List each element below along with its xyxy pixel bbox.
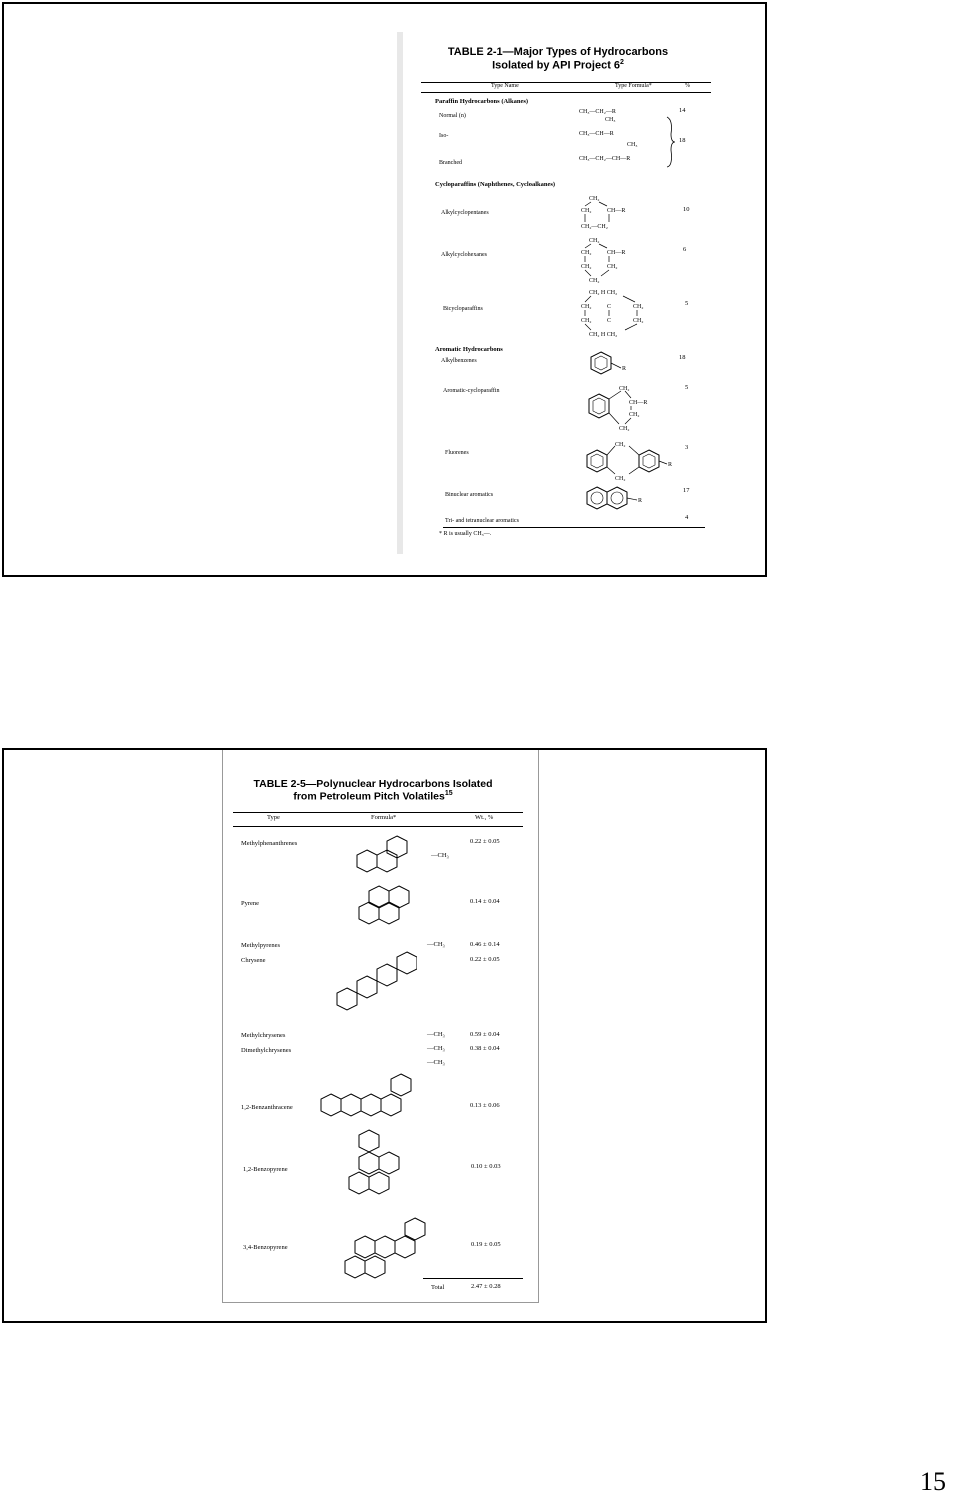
col-wt: Wt., % xyxy=(475,814,494,821)
table-2-5-title-line2: from Petroleum Pitch Volatiles xyxy=(293,790,445,803)
pct-normal: 14 xyxy=(679,107,686,114)
ch3-dimethylchrysenes-2: —CH₃ xyxy=(427,1059,445,1066)
svg-text:CH—R: CH—R xyxy=(607,250,626,256)
svg-text:CH₂: CH₂ xyxy=(619,426,630,432)
benzopyrene-12-structure-icon xyxy=(345,1128,429,1204)
pct-binuclear: 17 xyxy=(683,487,690,494)
svg-text:CH₂ H CH₂: CH₂ H CH₂ xyxy=(589,290,618,296)
row-binuclear: Binuclear aromatics xyxy=(445,492,494,498)
svg-text:C: C xyxy=(607,304,612,310)
svg-text:C: C xyxy=(607,318,612,324)
pct-iso-branched: 18 xyxy=(679,137,686,144)
table-2-1-title-line1: TABLE 2-1—Major Types of Hydrocarbons xyxy=(447,46,669,58)
section-cycloparaffins: Cycloparaffins (Naphthenes, Cycloalkanes) xyxy=(435,181,556,188)
scanned-table-2-1 xyxy=(397,32,733,554)
cyclohexane-structure-icon xyxy=(579,234,649,286)
table-2-1-title-ref: 2 xyxy=(620,58,624,66)
svg-text:CH—R: CH—R xyxy=(607,208,626,214)
table-2-5-title-line1: TABLE 2-5—Polynuclear Hydrocarbons Isolated xyxy=(253,778,493,790)
chrysene-structure-icon xyxy=(333,948,417,1026)
section-paraffin: Paraffin Hydrocarbons (Alkanes) xyxy=(435,98,529,105)
col-percent: % xyxy=(685,83,690,89)
wt-methylphenanthrenes: 0.22 ± 0.05 xyxy=(470,838,500,845)
ch3-dimethylchrysenes-1: —CH₃ xyxy=(427,1045,445,1052)
total-rule xyxy=(423,1278,523,1279)
formula-branched: CH₃—CH₂—CH—R xyxy=(579,156,631,162)
row-bicycloparaffins: Bicycloparaffins xyxy=(443,306,483,312)
table-2-1-title-line2: Isolated by API Project 6 xyxy=(492,59,621,72)
svg-text:CH₂: CH₂ xyxy=(615,476,626,482)
pct-cyclopentanes: 10 xyxy=(683,206,690,213)
wt-benzopyrene-12: 0.10 ± 0.03 xyxy=(471,1163,501,1170)
row-dimethylchrysenes: Dimethylchrysenes xyxy=(241,1047,292,1054)
svg-text:CH₂: CH₂ xyxy=(581,250,592,256)
row-total: Total xyxy=(431,1284,445,1291)
col-type-name: Type Name xyxy=(491,83,519,89)
bicycloparaffin-structure-icon xyxy=(579,286,669,342)
svg-text:R: R xyxy=(622,366,627,372)
row-methylchrysenes: Methylchrysenes xyxy=(241,1032,286,1039)
wt-pyrene: 0.14 ± 0.04 xyxy=(470,898,500,905)
pct-aromatic-cyclo: 5 xyxy=(685,384,689,391)
footnote: * R is usually CH₃—. xyxy=(439,531,492,537)
svg-text:CH₂: CH₂ xyxy=(581,304,592,310)
svg-text:CH₂: CH₂ xyxy=(589,196,600,202)
wt-benzopyrene-34: 0.19 ± 0.05 xyxy=(471,1241,501,1248)
svg-text:R: R xyxy=(638,498,643,504)
row-pyrene: Pyrene xyxy=(241,900,260,907)
header-rule-bottom xyxy=(421,92,711,93)
scanned-table-2-5 xyxy=(222,750,539,1303)
svg-text:CH₂: CH₂ xyxy=(589,278,600,284)
table-2-1-title xyxy=(403,46,713,72)
col-type: Type xyxy=(267,814,280,821)
benzene-ring-icon xyxy=(589,350,639,380)
benzanthracene-structure-icon xyxy=(319,1068,439,1128)
wt-dimethylchrysenes: 0.38 ± 0.04 xyxy=(470,1045,500,1052)
row-fluorenes: Fluorenes xyxy=(445,450,469,456)
svg-text:CH₂—CH₂: CH₂—CH₂ xyxy=(581,224,608,230)
wt-methylchrysenes: 0.59 ± 0.04 xyxy=(470,1031,500,1038)
fluorene-structure-icon xyxy=(585,436,685,482)
wt-total: 2.47 ± 0.28 xyxy=(471,1283,501,1290)
pct-trinuclear: 4 xyxy=(685,514,689,521)
svg-text:CH₂: CH₂ xyxy=(629,412,640,418)
formula-iso-sub: CH₃ xyxy=(627,142,638,148)
row-iso: Iso- xyxy=(439,133,449,139)
col-formula: Formula* xyxy=(371,814,397,821)
row-alkylcyclohexanes: Alkylcyclohexanes xyxy=(441,252,487,258)
row-chrysene: Chrysene xyxy=(241,957,266,964)
svg-text:CH₂: CH₂ xyxy=(581,318,592,324)
row-branched: Branched xyxy=(439,160,462,166)
benzopyrene-34-structure-icon xyxy=(341,1216,431,1292)
svg-text:CH₂: CH₂ xyxy=(581,264,592,270)
pyrene-structure-icon xyxy=(355,882,425,934)
wt-methylpyrenes: 0.46 ± 0.14 xyxy=(470,941,500,948)
row-methylpyrenes: Methylpyrenes xyxy=(241,942,280,949)
pct-cyclohexanes: 6 xyxy=(683,246,687,253)
pct-fluorenes: 3 xyxy=(685,444,689,451)
svg-text:CH₂ H CH₂: CH₂ H CH₂ xyxy=(589,332,618,338)
svg-text:CH—R: CH—R xyxy=(629,400,648,406)
pct-alkylbenzenes: 18 xyxy=(679,354,686,361)
brace-icon xyxy=(665,116,677,168)
slide-table-2-1 xyxy=(2,2,767,577)
cyclopentane-structure-icon xyxy=(579,192,649,234)
row-alkylbenzenes: Alkylbenzenes xyxy=(441,358,477,364)
formula-normal: CH₃—CH₂—R xyxy=(579,109,616,115)
svg-text:CH₂: CH₂ xyxy=(581,208,592,214)
svg-text:CH₂: CH₂ xyxy=(619,386,630,392)
section-aromatic: Aromatic Hydrocarbons xyxy=(435,346,503,353)
svg-text:R: R xyxy=(668,462,673,468)
phenanthrene-structure-icon xyxy=(355,832,435,882)
formula-normal-sub: CH₃ xyxy=(605,117,616,123)
header-rule-top xyxy=(421,82,711,83)
pct-bicyclo: 5 xyxy=(685,300,689,307)
table-2-5-title xyxy=(223,778,523,803)
table-bottom-rule xyxy=(443,527,705,528)
svg-text:CH₂: CH₂ xyxy=(589,238,600,244)
table-2-5-title-ref: 15 xyxy=(444,790,453,798)
ch3-methylpyrenes: —CH₃ xyxy=(427,941,445,948)
header-rule-bottom xyxy=(233,826,523,827)
wt-chrysene: 0.22 ± 0.05 xyxy=(470,956,500,963)
svg-text:CH₂: CH₂ xyxy=(615,442,626,448)
row-methylphenanthrenes: Methylphenanthrenes xyxy=(241,840,298,847)
row-benzopyrene-12: 1,2-Benzopyrene xyxy=(243,1166,288,1173)
ch3-methylphenanthrenes: —CH₃ xyxy=(431,852,449,859)
col-type-formula: Type Formula* xyxy=(615,83,652,89)
row-normal: Normal (n) xyxy=(439,113,466,119)
row-benzopyrene-34: 3,4-Benzopyrene xyxy=(243,1244,288,1251)
svg-text:CH₂: CH₂ xyxy=(607,264,618,270)
header-rule-top xyxy=(233,812,523,813)
row-aromatic-cycloparaffin: Aromatic-cycloparaffin xyxy=(443,388,500,394)
row-benzanthracene: 1,2-Benzanthracene xyxy=(241,1104,293,1111)
formula-iso: CH₃—CH—R xyxy=(579,131,614,137)
row-alkylcyclopentanes: Alkylcyclopentanes xyxy=(441,210,489,216)
aromatic-cycloparaffin-structure-icon xyxy=(585,382,665,434)
ch3-methylchrysenes: —CH₃ xyxy=(427,1031,445,1038)
naphthalene-ring-icon xyxy=(585,484,655,514)
row-trinuclear: Tri- and tetranuclear aromatics xyxy=(445,518,519,524)
wt-benzanthracene: 0.13 ± 0.06 xyxy=(470,1102,500,1109)
svg-text:CH₂: CH₂ xyxy=(633,318,644,324)
svg-text:CH₂: CH₂ xyxy=(633,304,644,310)
slide-table-2-5 xyxy=(2,748,767,1323)
page-number: 15 xyxy=(920,1467,946,1496)
